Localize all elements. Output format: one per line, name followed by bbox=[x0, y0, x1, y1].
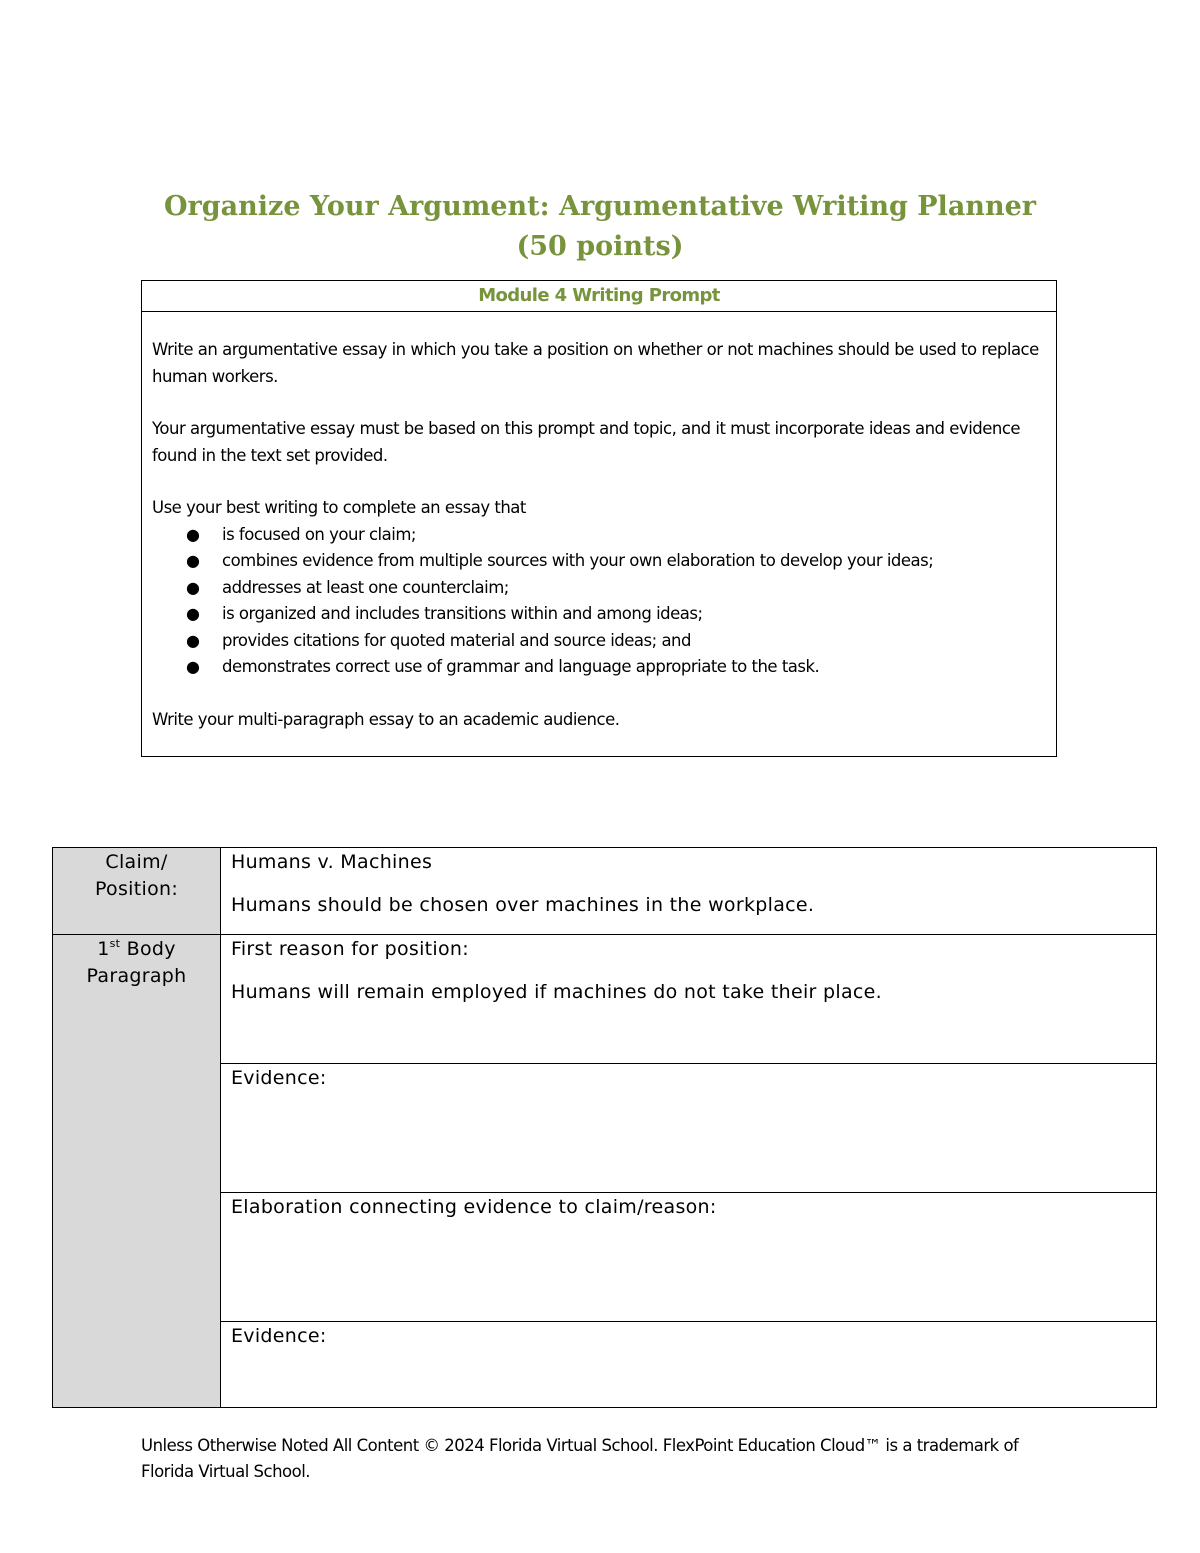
ordinal-suffix: st bbox=[109, 937, 121, 950]
list-item bbox=[186, 601, 1046, 628]
evidence-label: Evidence: bbox=[231, 1325, 327, 1347]
bullet-icon: ● bbox=[186, 577, 200, 597]
reason-label: First reason for position: bbox=[231, 938, 469, 960]
bullet-icon: ● bbox=[186, 524, 200, 544]
bullet-icon: ● bbox=[186, 551, 200, 570]
paragraph-label: Paragraph bbox=[86, 965, 187, 987]
list-item-text: demonstrates correct use of grammar and language appropriate to the task. bbox=[222, 657, 820, 676]
page-title: Organize Your Argument: Argumentative Writing Planner bbox=[164, 191, 1036, 222]
list-item-text: is organized and includes transitions within and among ideas; bbox=[222, 604, 703, 623]
claim-topic: Humans v. Machines bbox=[231, 851, 433, 873]
writing-prompt-box bbox=[141, 280, 1057, 757]
prompt-paragraph: Use your best writing to complete an essay that bbox=[152, 498, 526, 517]
table-row bbox=[53, 848, 1157, 935]
claim-label-cell bbox=[53, 848, 221, 935]
evidence-label: Evidence: bbox=[231, 1067, 327, 1089]
bullet-icon: ● bbox=[186, 657, 200, 676]
reason-cell[interactable] bbox=[221, 935, 1157, 1064]
list-item bbox=[186, 548, 1046, 575]
list-item bbox=[186, 522, 1046, 549]
page-subtitle-points: (50 points) bbox=[516, 231, 684, 262]
argument-planner-table bbox=[52, 847, 1157, 1408]
body-label-word: Body bbox=[120, 938, 176, 960]
list-item bbox=[186, 575, 1046, 602]
list-item bbox=[186, 628, 1046, 655]
evidence-cell[interactable] bbox=[221, 1322, 1157, 1408]
list-item bbox=[186, 654, 1046, 681]
list-item-text: is focused on your claim; bbox=[222, 524, 416, 544]
list-item-text: provides citations for quoted material and source ideas; and bbox=[222, 630, 691, 650]
claim-cell[interactable] bbox=[221, 848, 1157, 935]
claim-text: Humans should be chosen over machines in the workplace. bbox=[231, 894, 815, 916]
prompt-paragraph: Write an argumentative essay in which you take a position on whether or not machines should be used to replace human workers. bbox=[152, 340, 1039, 386]
list-item-text: combines evidence from multiple sources with your own elaboration to develop your ideas; bbox=[222, 551, 934, 570]
prompt-closing: Write your multi-paragraph essay to an academic audience. bbox=[152, 709, 620, 729]
evidence-cell[interactable] bbox=[221, 1064, 1157, 1193]
bullet-icon: ● bbox=[186, 630, 200, 650]
position-label: Position: bbox=[94, 878, 179, 900]
prompt-body bbox=[142, 312, 1056, 733]
reason-text: Humans will remain employed if machines do not take their place. bbox=[231, 981, 882, 1003]
prompt-header: Module 4 Writing Prompt bbox=[142, 281, 1056, 312]
claim-label: Claim/ bbox=[105, 851, 168, 873]
list-item-text: addresses at least one counterclaim; bbox=[222, 577, 509, 597]
body-paragraph-number: 1 bbox=[97, 938, 110, 960]
elaboration-cell[interactable] bbox=[221, 1193, 1157, 1322]
table-row bbox=[53, 935, 1157, 1064]
bullet-icon: ● bbox=[186, 604, 200, 623]
requirements-list bbox=[152, 522, 1046, 681]
elaboration-label: Elaboration connecting evidence to claim/reason: bbox=[231, 1196, 717, 1218]
copyright-footer: Unless Otherwise Noted All Content © 2024 Florida Virtual School. FlexPoint Education Cloud™ is a trademark of Florida Virtual School. bbox=[141, 1436, 1019, 1481]
prompt-paragraph: Your argumentative essay must be based on this prompt and topic, and it must incorporate ideas and evidence found in the text set provided. bbox=[152, 419, 1021, 465]
body-paragraph-label-cell bbox=[53, 935, 221, 1408]
